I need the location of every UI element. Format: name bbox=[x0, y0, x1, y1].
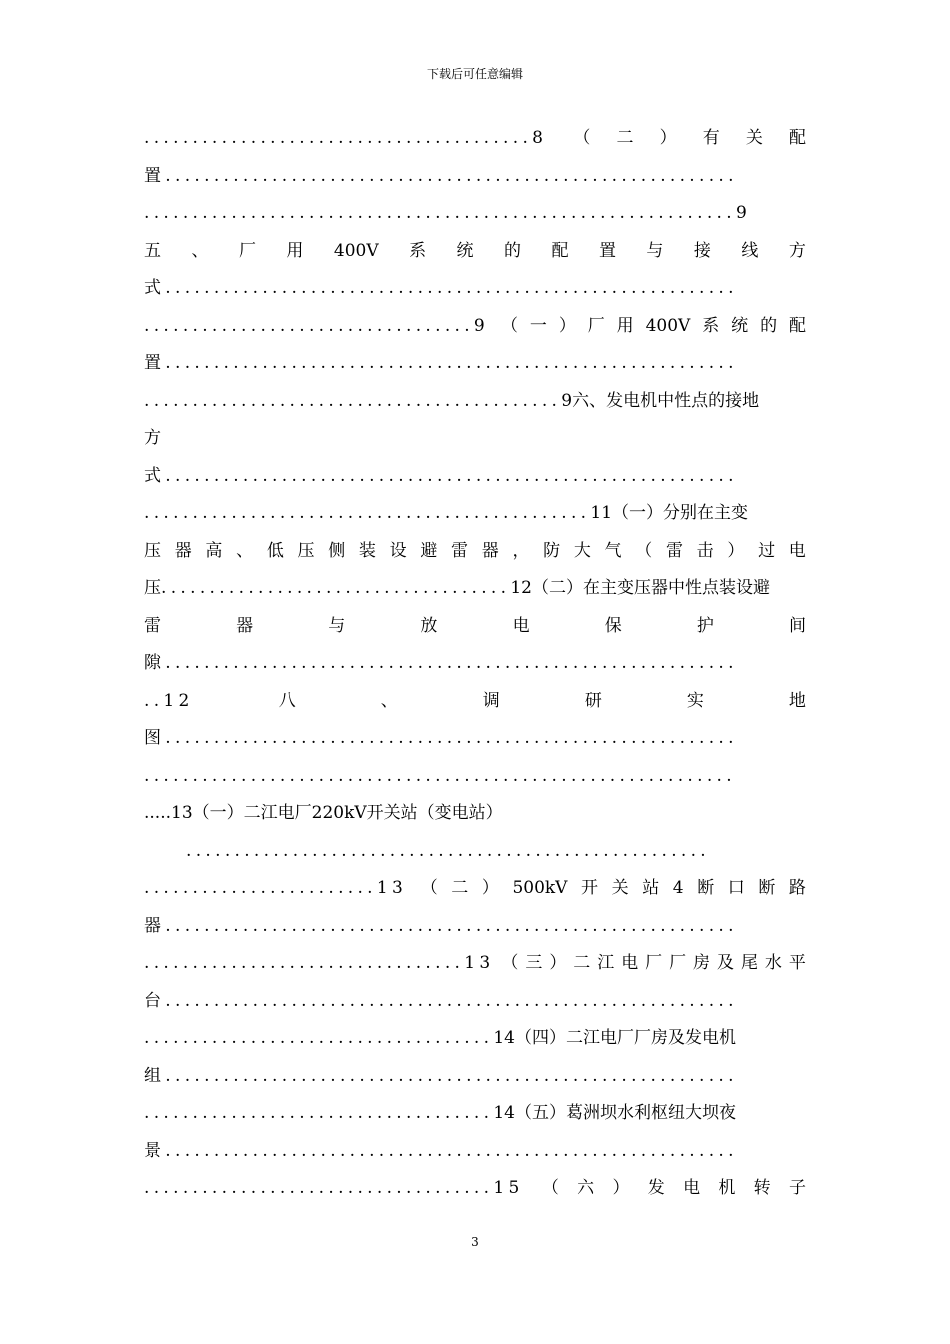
toc-text: 压 bbox=[144, 578, 161, 598]
toc-text: 14（五）葛洲坝水利枢纽大坝夜 bbox=[493, 1103, 736, 1123]
toc-token: 有 bbox=[702, 128, 720, 148]
toc-line: 方 bbox=[144, 428, 161, 448]
toc-line bbox=[144, 1020, 806, 1058]
toc-token: ........................................8 bbox=[144, 128, 548, 148]
toc-token: 电 bbox=[512, 615, 530, 636]
toc-token: ） bbox=[549, 953, 567, 973]
toc-token: 器 bbox=[481, 540, 499, 561]
toc-line: 图........................................................... bbox=[144, 728, 738, 748]
toc-token: （ bbox=[573, 128, 591, 148]
toc-token: 厂 bbox=[669, 953, 687, 973]
toc-line: 式........................................................... bbox=[144, 465, 738, 486]
toc-token: 装 bbox=[358, 540, 376, 561]
toc-token: 设 bbox=[389, 540, 407, 561]
toc-line bbox=[144, 233, 806, 271]
toc-token: 压 bbox=[144, 540, 161, 561]
toc-token: 与 bbox=[646, 240, 664, 261]
toc-line bbox=[144, 383, 806, 421]
toc-line: .....13（一）二江电厂220kV开关站（变电站） bbox=[144, 803, 503, 823]
toc-token: 用 bbox=[616, 315, 634, 336]
toc-token: 接 bbox=[693, 240, 711, 261]
toc-line bbox=[144, 570, 806, 608]
toc-token: （ bbox=[501, 953, 519, 973]
toc-token: 护 bbox=[696, 615, 714, 636]
toc-token: 研 bbox=[584, 690, 602, 711]
toc-token: 二 bbox=[616, 128, 634, 148]
toc-token: 电 bbox=[788, 540, 806, 561]
toc-token: ） bbox=[727, 540, 745, 561]
toc-token: 房 bbox=[693, 953, 711, 973]
toc-token: （ bbox=[420, 878, 438, 898]
toc-token: 地 bbox=[788, 690, 806, 711]
toc-leader-dots: .................................... bbox=[144, 1103, 494, 1123]
toc-token: 平 bbox=[788, 953, 806, 973]
toc-token: 系 bbox=[409, 240, 427, 261]
toc-token: 雷 bbox=[451, 540, 469, 561]
toc-line bbox=[144, 495, 806, 533]
toc-token: 过 bbox=[758, 540, 776, 561]
toc-line: 组........................................................... bbox=[144, 1065, 738, 1086]
toc-token: 口 bbox=[727, 878, 745, 898]
toc-token: ..................................9 bbox=[144, 315, 490, 336]
toc-token: 、 bbox=[236, 540, 254, 561]
toc-line bbox=[144, 683, 806, 721]
page-number: 3 bbox=[471, 1235, 479, 1249]
toc-line bbox=[144, 195, 806, 233]
toc-token: 、 bbox=[380, 690, 398, 711]
toc-token: ） bbox=[558, 315, 576, 336]
toc-token: 六 bbox=[577, 1178, 595, 1198]
toc-token: 用 bbox=[286, 240, 304, 261]
toc-token: ....................................15 bbox=[144, 1178, 524, 1198]
toc-token: 三 bbox=[525, 953, 543, 973]
toc-token: ） bbox=[481, 878, 499, 898]
toc-token: 系 bbox=[702, 315, 720, 336]
toc-token: 水 bbox=[764, 953, 782, 973]
toc-line: 式........................................................... bbox=[144, 278, 738, 298]
toc-text: 12（二）在主变压器中性点装设避 bbox=[510, 578, 770, 598]
toc-line bbox=[144, 1170, 806, 1208]
toc-token: 厂 bbox=[238, 240, 256, 261]
toc-token: 八 bbox=[278, 690, 296, 711]
toc-token: 500kV bbox=[512, 878, 568, 898]
toc-leader-dots: .................................... bbox=[144, 1028, 494, 1048]
toc-leader-dots: ........................................... bbox=[144, 390, 562, 411]
toc-token: 断 bbox=[758, 878, 776, 898]
toc-token: .................................13 bbox=[144, 953, 495, 973]
toc-token: 防 bbox=[543, 540, 561, 561]
toc-token: 雷 bbox=[665, 540, 683, 561]
toc-token: 与 bbox=[328, 615, 346, 636]
toc-token: 一 bbox=[529, 315, 547, 336]
toc-line bbox=[144, 533, 806, 571]
toc-token: ） bbox=[659, 128, 677, 148]
toc-token: 配 bbox=[551, 240, 569, 261]
toc-token: 保 bbox=[604, 615, 622, 636]
toc-token: 发 bbox=[647, 1178, 665, 1198]
toc-token: 高 bbox=[205, 540, 223, 561]
toc-token: 放 bbox=[420, 615, 438, 636]
toc-line bbox=[144, 120, 806, 158]
toc-token: 压 bbox=[297, 540, 315, 561]
toc-token: 线 bbox=[741, 240, 759, 261]
toc-line: ...................................................... bbox=[186, 840, 711, 861]
toc-token: 路 bbox=[788, 878, 806, 898]
toc-token: 统 bbox=[456, 240, 474, 261]
toc-line: 置........................................................... bbox=[144, 353, 738, 373]
toc-token: 开 bbox=[581, 878, 599, 898]
toc-line bbox=[144, 1095, 806, 1133]
toc-token: 400V bbox=[333, 240, 379, 261]
toc-token: ..12 bbox=[144, 690, 194, 711]
toc-token: 避 bbox=[420, 540, 438, 561]
toc-token: ， bbox=[512, 540, 530, 561]
toc-token: 五 bbox=[144, 240, 161, 261]
toc-token: 间 bbox=[788, 615, 806, 636]
toc-token: 的 bbox=[760, 315, 778, 336]
toc-token: 关 bbox=[745, 128, 763, 148]
toc-leader-dots: .................................... bbox=[161, 578, 511, 598]
toc-token: 击 bbox=[696, 540, 714, 561]
toc-token: （ bbox=[500, 315, 518, 336]
toc-token: 方 bbox=[788, 240, 806, 261]
toc-token: （ bbox=[635, 540, 653, 561]
toc-token: 实 bbox=[686, 690, 704, 711]
toc-token: 转 bbox=[753, 1178, 771, 1198]
toc-token: 配 bbox=[789, 315, 806, 336]
toc-token: 置 bbox=[598, 240, 616, 261]
toc-token: 大 bbox=[573, 540, 591, 561]
toc-line: 台........................................................... bbox=[144, 990, 738, 1011]
toc-text: 11（一）分别在主变 bbox=[590, 503, 749, 523]
toc-token: ） bbox=[612, 1178, 630, 1198]
toc-line: 隙........................................................... bbox=[144, 653, 738, 673]
toc-token: 、 bbox=[191, 240, 209, 261]
toc-token: （ bbox=[541, 1178, 559, 1198]
toc-token: 统 bbox=[731, 315, 749, 336]
toc-line: ............................................................. bbox=[144, 765, 736, 786]
toc-text: 9 bbox=[735, 203, 747, 223]
toc-token: 气 bbox=[604, 540, 622, 561]
toc-token: 的 bbox=[504, 240, 522, 261]
toc-token: 江 bbox=[597, 953, 615, 973]
toc-token: 子 bbox=[788, 1178, 806, 1198]
toc-line: 置........................................................... bbox=[144, 165, 738, 186]
toc-line bbox=[144, 945, 806, 983]
toc-line: 景........................................................... bbox=[144, 1140, 738, 1161]
table-of-contents bbox=[144, 120, 806, 1208]
toc-token: 电 bbox=[621, 953, 639, 973]
toc-token: 断 bbox=[697, 878, 715, 898]
toc-token: 站 bbox=[642, 878, 660, 898]
toc-leader-dots: .............................................. bbox=[144, 503, 591, 523]
toc-token: 及 bbox=[717, 953, 734, 973]
toc-leader-dots: ............................................................. bbox=[144, 203, 736, 223]
toc-token: 关 bbox=[611, 878, 629, 898]
toc-token: 雷 bbox=[144, 615, 161, 636]
toc-token: 二 bbox=[451, 878, 469, 898]
toc-token: 尾 bbox=[740, 953, 758, 973]
toc-token: 4 bbox=[672, 878, 684, 898]
toc-token: 配 bbox=[788, 128, 806, 148]
toc-token: 400V bbox=[645, 315, 691, 336]
page-header: 下载后可任意编辑 bbox=[426, 67, 523, 81]
toc-token: 调 bbox=[482, 690, 500, 711]
toc-token: 器 bbox=[174, 540, 192, 561]
toc-token: 电 bbox=[683, 1178, 701, 1198]
toc-line bbox=[144, 308, 806, 346]
toc-token: 厂 bbox=[645, 953, 663, 973]
toc-text: 14（四）二江电厂厂房及发电机 bbox=[493, 1028, 736, 1048]
toc-token: 二 bbox=[573, 953, 591, 973]
toc-token: 侧 bbox=[328, 540, 346, 561]
toc-line bbox=[144, 608, 806, 646]
toc-token: 器 bbox=[236, 615, 254, 636]
toc-token: 低 bbox=[266, 540, 284, 561]
toc-text: 9六、发电机中性点的接地 bbox=[561, 390, 760, 411]
toc-token: 厂 bbox=[587, 315, 605, 336]
toc-token: ........................13 bbox=[144, 878, 408, 898]
toc-token: 机 bbox=[718, 1178, 736, 1198]
toc-line bbox=[144, 870, 806, 908]
toc-line: 器........................................................... bbox=[144, 915, 738, 936]
